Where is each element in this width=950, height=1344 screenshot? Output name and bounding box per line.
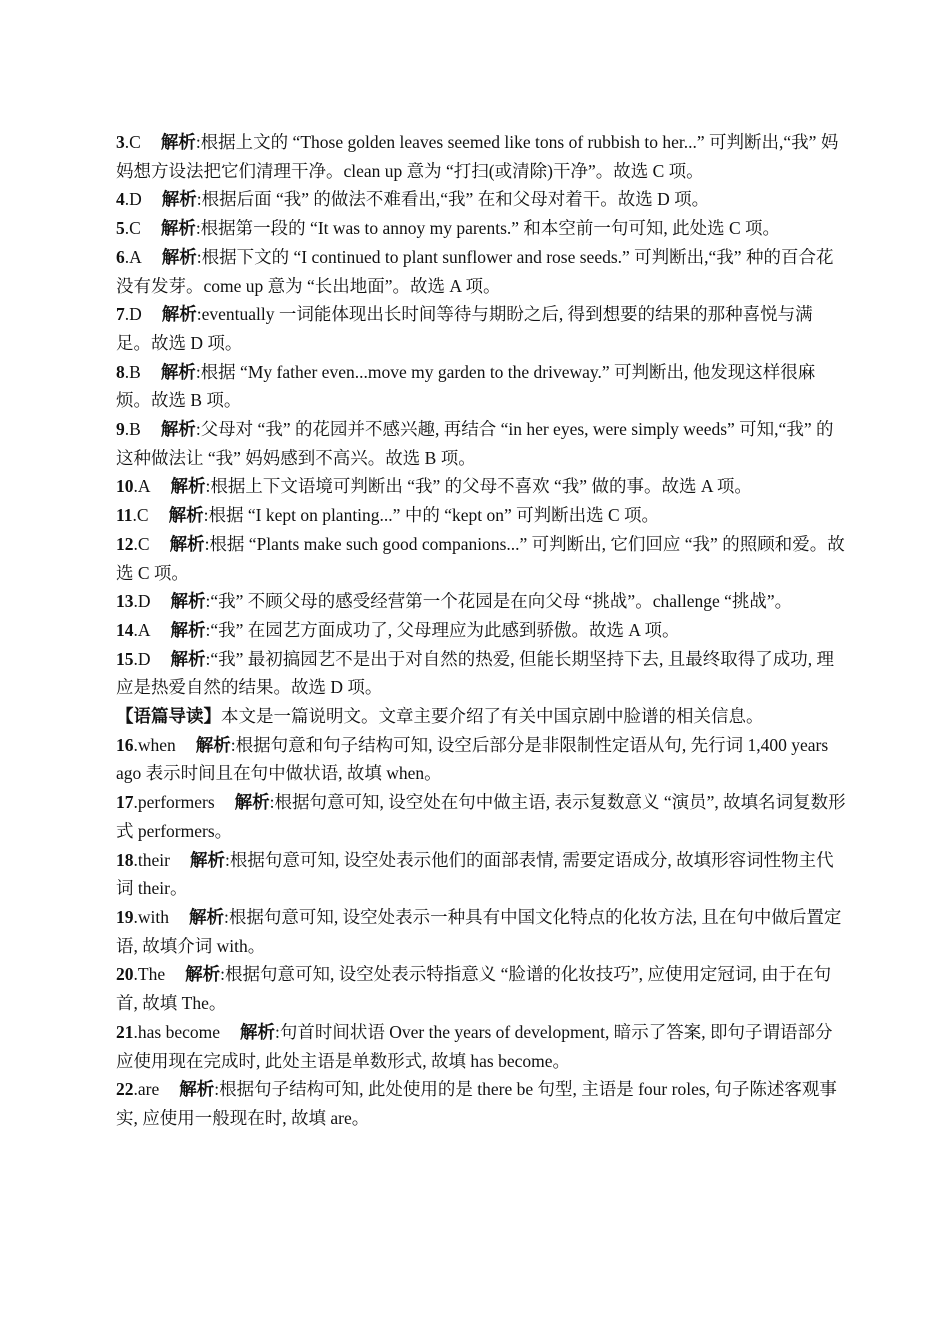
analysis-label: 解析 [189, 849, 225, 870]
analysis-label: 解析 [161, 304, 197, 325]
answer-item-13 [116, 587, 846, 616]
answer-item-22 [116, 1075, 846, 1132]
item-answer: .D [124, 189, 142, 210]
analysis-text: :根据 “I kept on planting...” 中的 “kept on” 可判断出选 C 项。 [203, 505, 660, 526]
item-number: 19 [116, 906, 134, 927]
analysis-text: :根据句子结构可知, 此处使用的是 there be 句型, 主语是 four roles, 句子陈述客观事实, 应使用一般现在时, 故填 are。 [116, 1079, 837, 1128]
analysis-text: :“我” 在园艺方面成功了, 父母理应为此感到骄傲。故选 A 项。 [205, 619, 680, 640]
item-number: 21 [116, 1021, 134, 1042]
item-answer: .A [133, 619, 151, 640]
analysis-label: 解析 [170, 591, 206, 612]
item-answer: .B [124, 419, 141, 440]
item-answer: .C [124, 132, 141, 152]
item-number: 9 [116, 419, 125, 440]
item-answer: .when [133, 734, 176, 755]
answer-key-content [116, 128, 846, 1133]
answer-item-12 [116, 530, 846, 587]
answer-item-9 [116, 415, 846, 472]
analysis-label: 解析 [160, 419, 196, 440]
passage-intro-text: 本文是一篇说明文。文章主要介绍了有关中国京剧中脸谱的相关信息。 [221, 706, 764, 727]
answer-item-3 [116, 128, 846, 185]
answer-item-15 [116, 645, 846, 702]
item-number: 6 [116, 246, 125, 267]
item-answer: .C [124, 218, 141, 239]
analysis-label: 解析 [160, 132, 196, 152]
item-answer: .has become [133, 1021, 220, 1042]
analysis-label: 解析 [170, 476, 206, 497]
item-answer: .are [133, 1079, 160, 1100]
passage-intro [116, 702, 846, 731]
analysis-text: :根据下文的 “I continued to plant sunflower and rose seeds.” 可判断出,“我” 种的百合花没有发芽。come up 意为 “长出地面”。故选 A 项。 [116, 246, 834, 296]
answer-item-19 [116, 903, 846, 960]
item-answer: .with [133, 906, 169, 927]
analysis-label: 解析 [170, 619, 206, 640]
item-number: 7 [116, 304, 125, 325]
item-number: 10 [116, 476, 134, 497]
analysis-text: :根据上下文语境可判断出 “我” 的父母不喜欢 “我” 做的事。故选 A 项。 [205, 476, 752, 497]
answer-item-11 [116, 501, 846, 530]
item-number: 22 [116, 1079, 134, 1100]
answer-item-5 [116, 214, 846, 243]
item-number: 15 [116, 648, 134, 669]
answer-item-14 [116, 616, 846, 645]
answer-item-17 [116, 788, 846, 845]
analysis-label: 解析 [160, 361, 196, 382]
analysis-label: 解析 [170, 648, 206, 669]
item-number: 17 [116, 792, 134, 813]
item-answer: .D [124, 304, 142, 325]
analysis-label: 解析 [160, 218, 196, 239]
item-number: 5 [116, 218, 125, 239]
answer-item-10 [116, 472, 846, 501]
answer-item-21 [116, 1018, 846, 1075]
analysis-label: 解析 [179, 1079, 215, 1100]
analysis-label: 解析 [161, 189, 197, 210]
analysis-label: 解析 [234, 792, 270, 813]
passage-intro-label: 【语篇导读】 [116, 706, 221, 727]
item-number: 18 [116, 849, 134, 870]
item-answer: .C [132, 505, 149, 526]
item-number: 4 [116, 189, 125, 210]
analysis-text: :根据上文的 “Those golden leaves seemed like tons of rubbish to her...” 可判断出,“我” 妈妈想方设法把它们清理干净。clean up 意为 “打扫(或清除)干净”。故选 C 项。 [116, 132, 839, 181]
item-answer: .performers [133, 792, 215, 813]
item-answer: .B [124, 361, 141, 382]
answer-item-4 [116, 185, 846, 214]
analysis-text: :根据后面 “我” 的做法不难看出,“我” 在和父母对着干。故选 D 项。 [196, 189, 710, 210]
item-number: 20 [116, 964, 134, 985]
analysis-text: :根据句意和句子结构可知, 设空后部分是非限制性定语从句, 先行词 1,400 years ago 表示时间且在句中做状语, 故填 when。 [116, 734, 829, 784]
answer-item-18 [116, 846, 846, 903]
item-answer: .D [133, 648, 151, 669]
analysis-label: 解析 [185, 964, 221, 985]
analysis-label: 解析 [169, 533, 205, 554]
item-number: 8 [116, 361, 125, 382]
answer-item-16 [116, 731, 846, 788]
analysis-text: :句首时间状语 Over the years of development, 暗示了答案, 即句子谓语部分应使用现在完成时, 此处主语是单数形式, 故填 has become。 [116, 1021, 833, 1071]
analysis-text: :根据句意可知, 设空处在句中做主语, 表示复数意义 “演员”, 故填名词复数形式 performers。 [116, 792, 846, 841]
analysis-label: 解析 [189, 906, 224, 927]
analysis-text: :父母对 “我” 的花园并不感兴趣, 再结合 “in her eyes, were simply weeds” 可知,“我” 的这种做法让 “我” 妈妈感到不高兴。故选 B 项。 [116, 419, 834, 468]
item-answer: .A [133, 476, 151, 497]
item-number: 3 [116, 132, 125, 152]
analysis-text: :eventually 一词能体现出长时间等待与期盼之后, 得到想要的结果的那种喜悦与满足。故选 D 项。 [116, 304, 813, 353]
analysis-text: :根据句意可知, 设空处表示他们的面部表情, 需要定语成分, 故填形容词性物主代词 their。 [116, 849, 834, 899]
item-number: 13 [116, 591, 134, 612]
item-number: 14 [116, 619, 134, 640]
answer-item-7 [116, 300, 846, 357]
analysis-text: :根据 “My father even...move my garden to the driveway.” 可判断出, 他发现这样很麻烦。故选 B 项。 [116, 361, 816, 411]
analysis-text: :根据 “Plants make such good companions...” 可判断出, 它们回应 “我” 的照顾和爱。故选 C 项。 [116, 533, 845, 583]
item-number: 16 [116, 734, 134, 755]
answer-item-6 [116, 243, 846, 300]
item-number: 12 [116, 533, 134, 554]
analysis-text: :“我” 不顾父母的感受经营第一个花园是在向父母 “挑战”。challenge “挑战”。 [205, 591, 793, 612]
analysis-text: :根据句意可知, 设空处表示一种具有中国文化特点的化妆方法, 且在句中做后置定语, 故填介词 with。 [116, 906, 842, 956]
item-number: 11 [116, 505, 133, 526]
answer-item-8 [116, 358, 846, 415]
analysis-text: :“我” 最初搞园艺不是出于对自然的热爱, 但能长期坚持下去, 且最终取得了成功, 理应是热爱自然的结果。故选 D 项。 [116, 648, 835, 698]
analysis-label: 解析 [195, 734, 231, 755]
analysis-label: 解析 [161, 246, 197, 267]
analysis-text: :根据第一段的 “It was to annoy my parents.” 和本空前一句可知, 此处选 C 项。 [195, 218, 781, 239]
analysis-label: 解析 [168, 505, 204, 526]
item-answer: .A [124, 246, 142, 267]
item-answer: .C [133, 533, 150, 554]
item-answer: .The [133, 964, 166, 985]
item-answer: .their [133, 849, 170, 870]
item-answer: .D [133, 591, 151, 612]
answer-item-20 [116, 960, 846, 1017]
analysis-label: 解析 [240, 1021, 275, 1042]
analysis-text: :根据句意可知, 设空处表示特指意义 “脸谱的化妆技巧”, 应使用定冠词, 由于在句首, 故填 The。 [116, 964, 832, 1014]
